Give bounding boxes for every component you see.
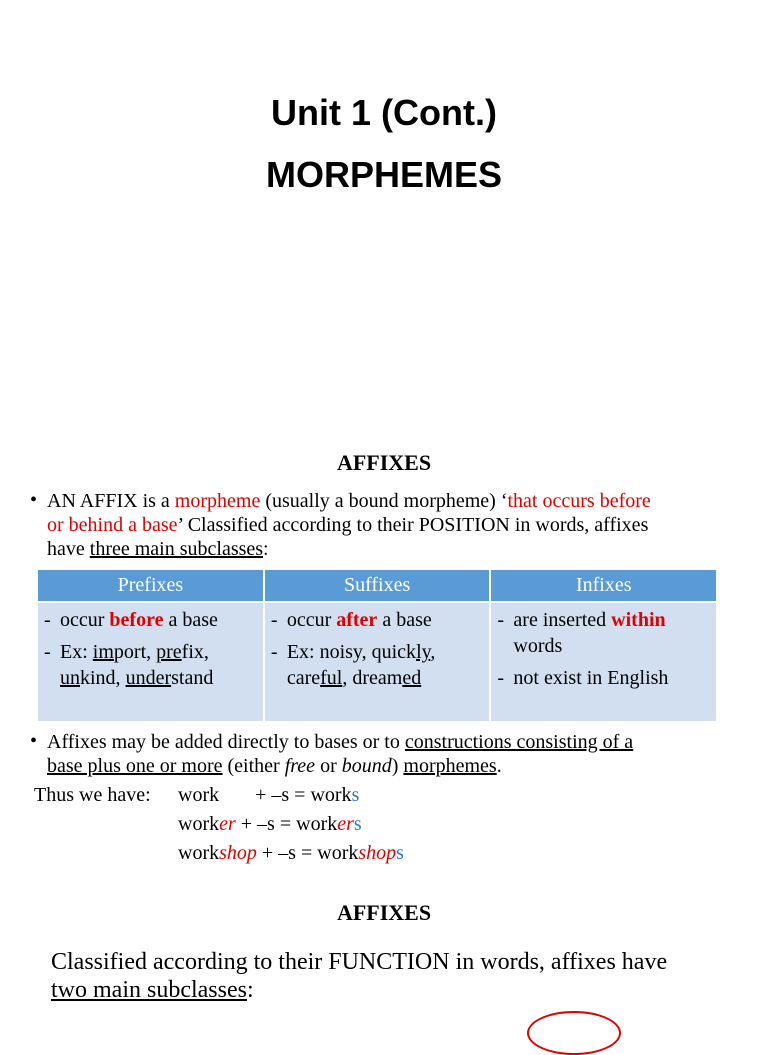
page-title: Unit 1 (Cont.) [271, 92, 497, 133]
affix-position-table [38, 570, 716, 721]
header-prefixes: Prefixes [38, 570, 264, 602]
example-row-2: worker + –s = workers [178, 813, 362, 835]
prefixes-cell: - occur before a base - Ex: import, prefix, unkind, understand [38, 602, 264, 721]
infixes-cell: - are inserted within words - not exist in English [490, 602, 716, 721]
examples-intro: Thus we have: [34, 784, 151, 806]
bullet-marker: • [30, 489, 38, 511]
example-row-3: workshop + –s = workshops [178, 842, 404, 864]
bullet-marker: • [30, 730, 38, 752]
morpheme-term: morpheme [174, 490, 261, 512]
suffixes-cell: - occur after a base - Ex: noisy, quickly, careful, dreamed [264, 602, 491, 721]
affix-construction-paragraph: Affixes may be added directly to bases or to constructions consisting of a base plus one or more (either free or bound) morphemes. [47, 731, 634, 777]
header-suffixes: Suffixes [264, 570, 491, 602]
section-heading-affixes-function: AFFIXES [336, 900, 432, 925]
header-infixes: Infixes [490, 570, 716, 602]
red-circle-annotation [527, 1011, 621, 1055]
affix-function-paragraph: Classified according to their FUNCTION in words, affixes have two main subclasses: [51, 949, 668, 1003]
section-heading-affixes-position: AFFIXES [336, 450, 432, 475]
affix-definition-paragraph: AN AFFIX is a morpheme (usually a bound morpheme) ‘that occurs before or behind a base’ Classified according to their POSITION in words, affixes have three main subclasses: [47, 490, 651, 560]
example-row-1: work + –s = works [178, 784, 360, 806]
page-subtitle: MORPHEMES [265, 154, 503, 195]
